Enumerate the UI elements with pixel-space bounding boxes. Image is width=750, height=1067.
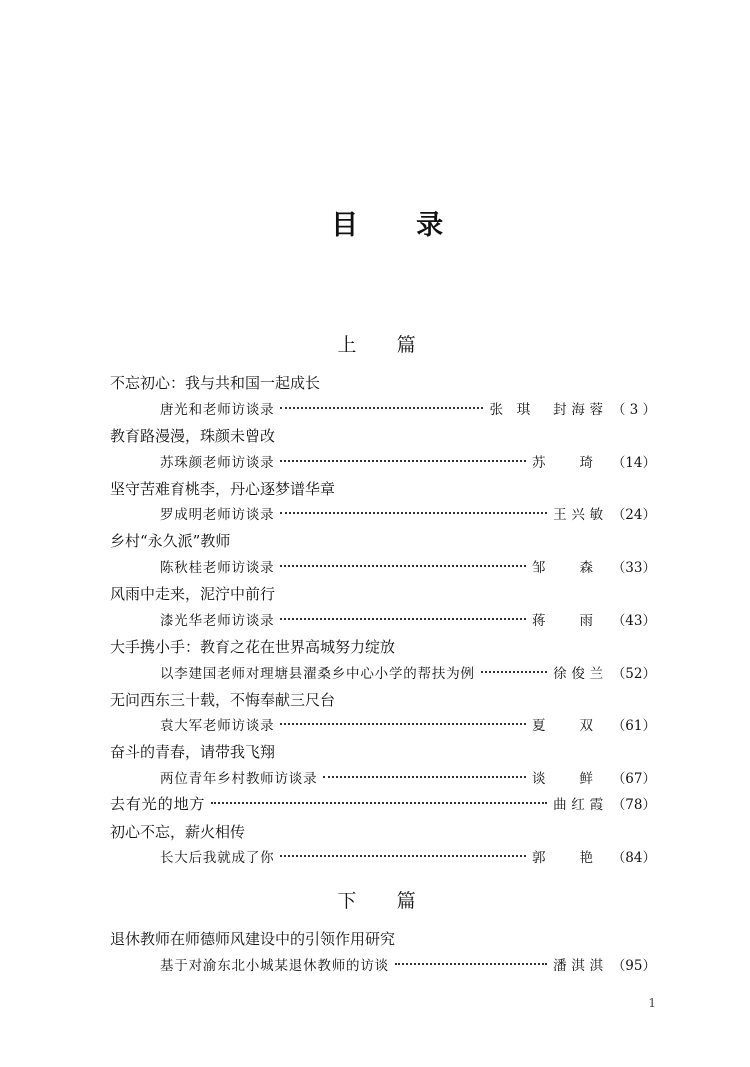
toc-section-title[interactable]: 大手携小手：教育之花在世界高城努力绽放: [110, 638, 396, 656]
toc-entry[interactable]: [160, 714, 656, 734]
toc-entry-subtitle: 两位青年乡村教师访谈录: [160, 771, 318, 787]
toc-entry-page: （95）: [611, 958, 656, 974]
toc-entry-authors: 张 琪 封海蓉: [489, 402, 608, 418]
toc-section-title[interactable]: 风雨中走来，泥泞中前行: [110, 585, 276, 603]
toc-entry[interactable]: [160, 503, 656, 523]
toc-section-title[interactable]: 不忘初心：我与共和国一起成长: [110, 374, 321, 392]
part-heading-lower: 下 篇: [337, 890, 433, 912]
page-title: 目 录: [331, 210, 468, 241]
toc-entry-page: （33）: [611, 560, 656, 576]
toc-section-title[interactable]: 乡村“永久派”教师: [110, 532, 231, 550]
toc-entry[interactable]: [160, 398, 656, 418]
toc-entry-authors: 徐俊兰: [553, 666, 608, 682]
dot-leader: [323, 776, 526, 778]
toc-entry-page: （67）: [611, 771, 656, 787]
toc-section-title[interactable]: 奋斗的青春，请带我飞翔: [110, 743, 276, 761]
dot-leader: [280, 565, 525, 567]
toc-entry-authors: 蒋 雨: [531, 613, 608, 629]
dot-leader: [280, 618, 525, 620]
toc-entry-authors: 苏 琦: [531, 455, 608, 471]
toc-entry-authors: 邹 森: [531, 560, 608, 576]
toc-entry-authors: 谈 鲜: [531, 771, 608, 787]
toc-entry-page: （43）: [611, 613, 656, 629]
dot-leader: [211, 802, 547, 804]
toc-entry-page: （78）: [611, 797, 656, 813]
toc-entry-page: （ 3 ）: [611, 402, 656, 418]
toc-entry-subtitle: 长大后我就成了你: [160, 850, 275, 866]
toc-entry-page: （84）: [611, 850, 656, 866]
toc-entry[interactable]: [160, 767, 656, 787]
toc-entry-page: （14）: [611, 455, 656, 471]
toc-entry-authors: 郭 艳: [531, 850, 608, 866]
toc-section-title[interactable]: 教育路漫漫，珠颜未曾改: [110, 427, 276, 445]
toc-entry-authors: 夏 双: [531, 718, 608, 734]
toc-entry-page: （24）: [611, 507, 656, 523]
toc-entry-subtitle: 以李建国老师对理塘县濯桑乡中心小学的帮扶为例: [160, 666, 475, 682]
part-heading-upper: 上 篇: [337, 334, 433, 356]
toc-entry-authors: 潘淇淇: [553, 958, 608, 974]
toc-entry-authors: 王兴敏: [553, 507, 608, 523]
toc-entry[interactable]: [160, 451, 656, 471]
toc-entry-subtitle: 漆光华老师访谈录: [160, 613, 275, 629]
dot-leader: [280, 460, 525, 462]
toc-entry-page: （52）: [611, 666, 656, 682]
toc-entry-subtitle: 唐光和老师访谈录: [160, 402, 275, 418]
toc-entry-subtitle: 陈秋桂老师访谈录: [160, 560, 275, 576]
toc-entry[interactable]: [160, 954, 656, 974]
dot-leader: [280, 723, 525, 725]
toc-section-title: 去有光的地方: [110, 794, 206, 813]
toc-entry[interactable]: [160, 556, 656, 576]
toc-entry-flush[interactable]: [110, 793, 656, 813]
page-number: 1: [648, 996, 656, 1010]
toc-section-title[interactable]: 无问西东三十载，不悔奉献三尺台: [110, 691, 336, 709]
toc-entry-subtitle: 罗成明老师访谈录: [160, 507, 275, 523]
toc-section-title[interactable]: 退休教师在师德师风建设中的引领作用研究: [110, 930, 396, 948]
toc-section-title[interactable]: 初心不忘，薪火相传: [110, 823, 246, 841]
toc-section-title[interactable]: 坚守苦难育桃李，丹心逐梦谱华章: [110, 480, 336, 498]
toc-entry-subtitle: 基于对渝东北小城某退休教师的访谈: [160, 958, 389, 974]
dot-leader: [280, 855, 525, 857]
dot-leader: [395, 963, 547, 965]
toc-entry-page: （61）: [611, 718, 656, 734]
dot-leader: [280, 512, 547, 514]
dot-leader: [481, 671, 547, 673]
toc-entry[interactable]: [160, 662, 656, 682]
toc-entry[interactable]: [160, 609, 656, 629]
dot-leader: [280, 407, 483, 409]
toc-entry-subtitle: 苏珠颜老师访谈录: [160, 455, 275, 471]
toc-entry[interactable]: [160, 846, 656, 866]
toc-entry-authors: 曲红霞: [553, 797, 608, 813]
toc-entry-subtitle: 袁大军老师访谈录: [160, 718, 275, 734]
